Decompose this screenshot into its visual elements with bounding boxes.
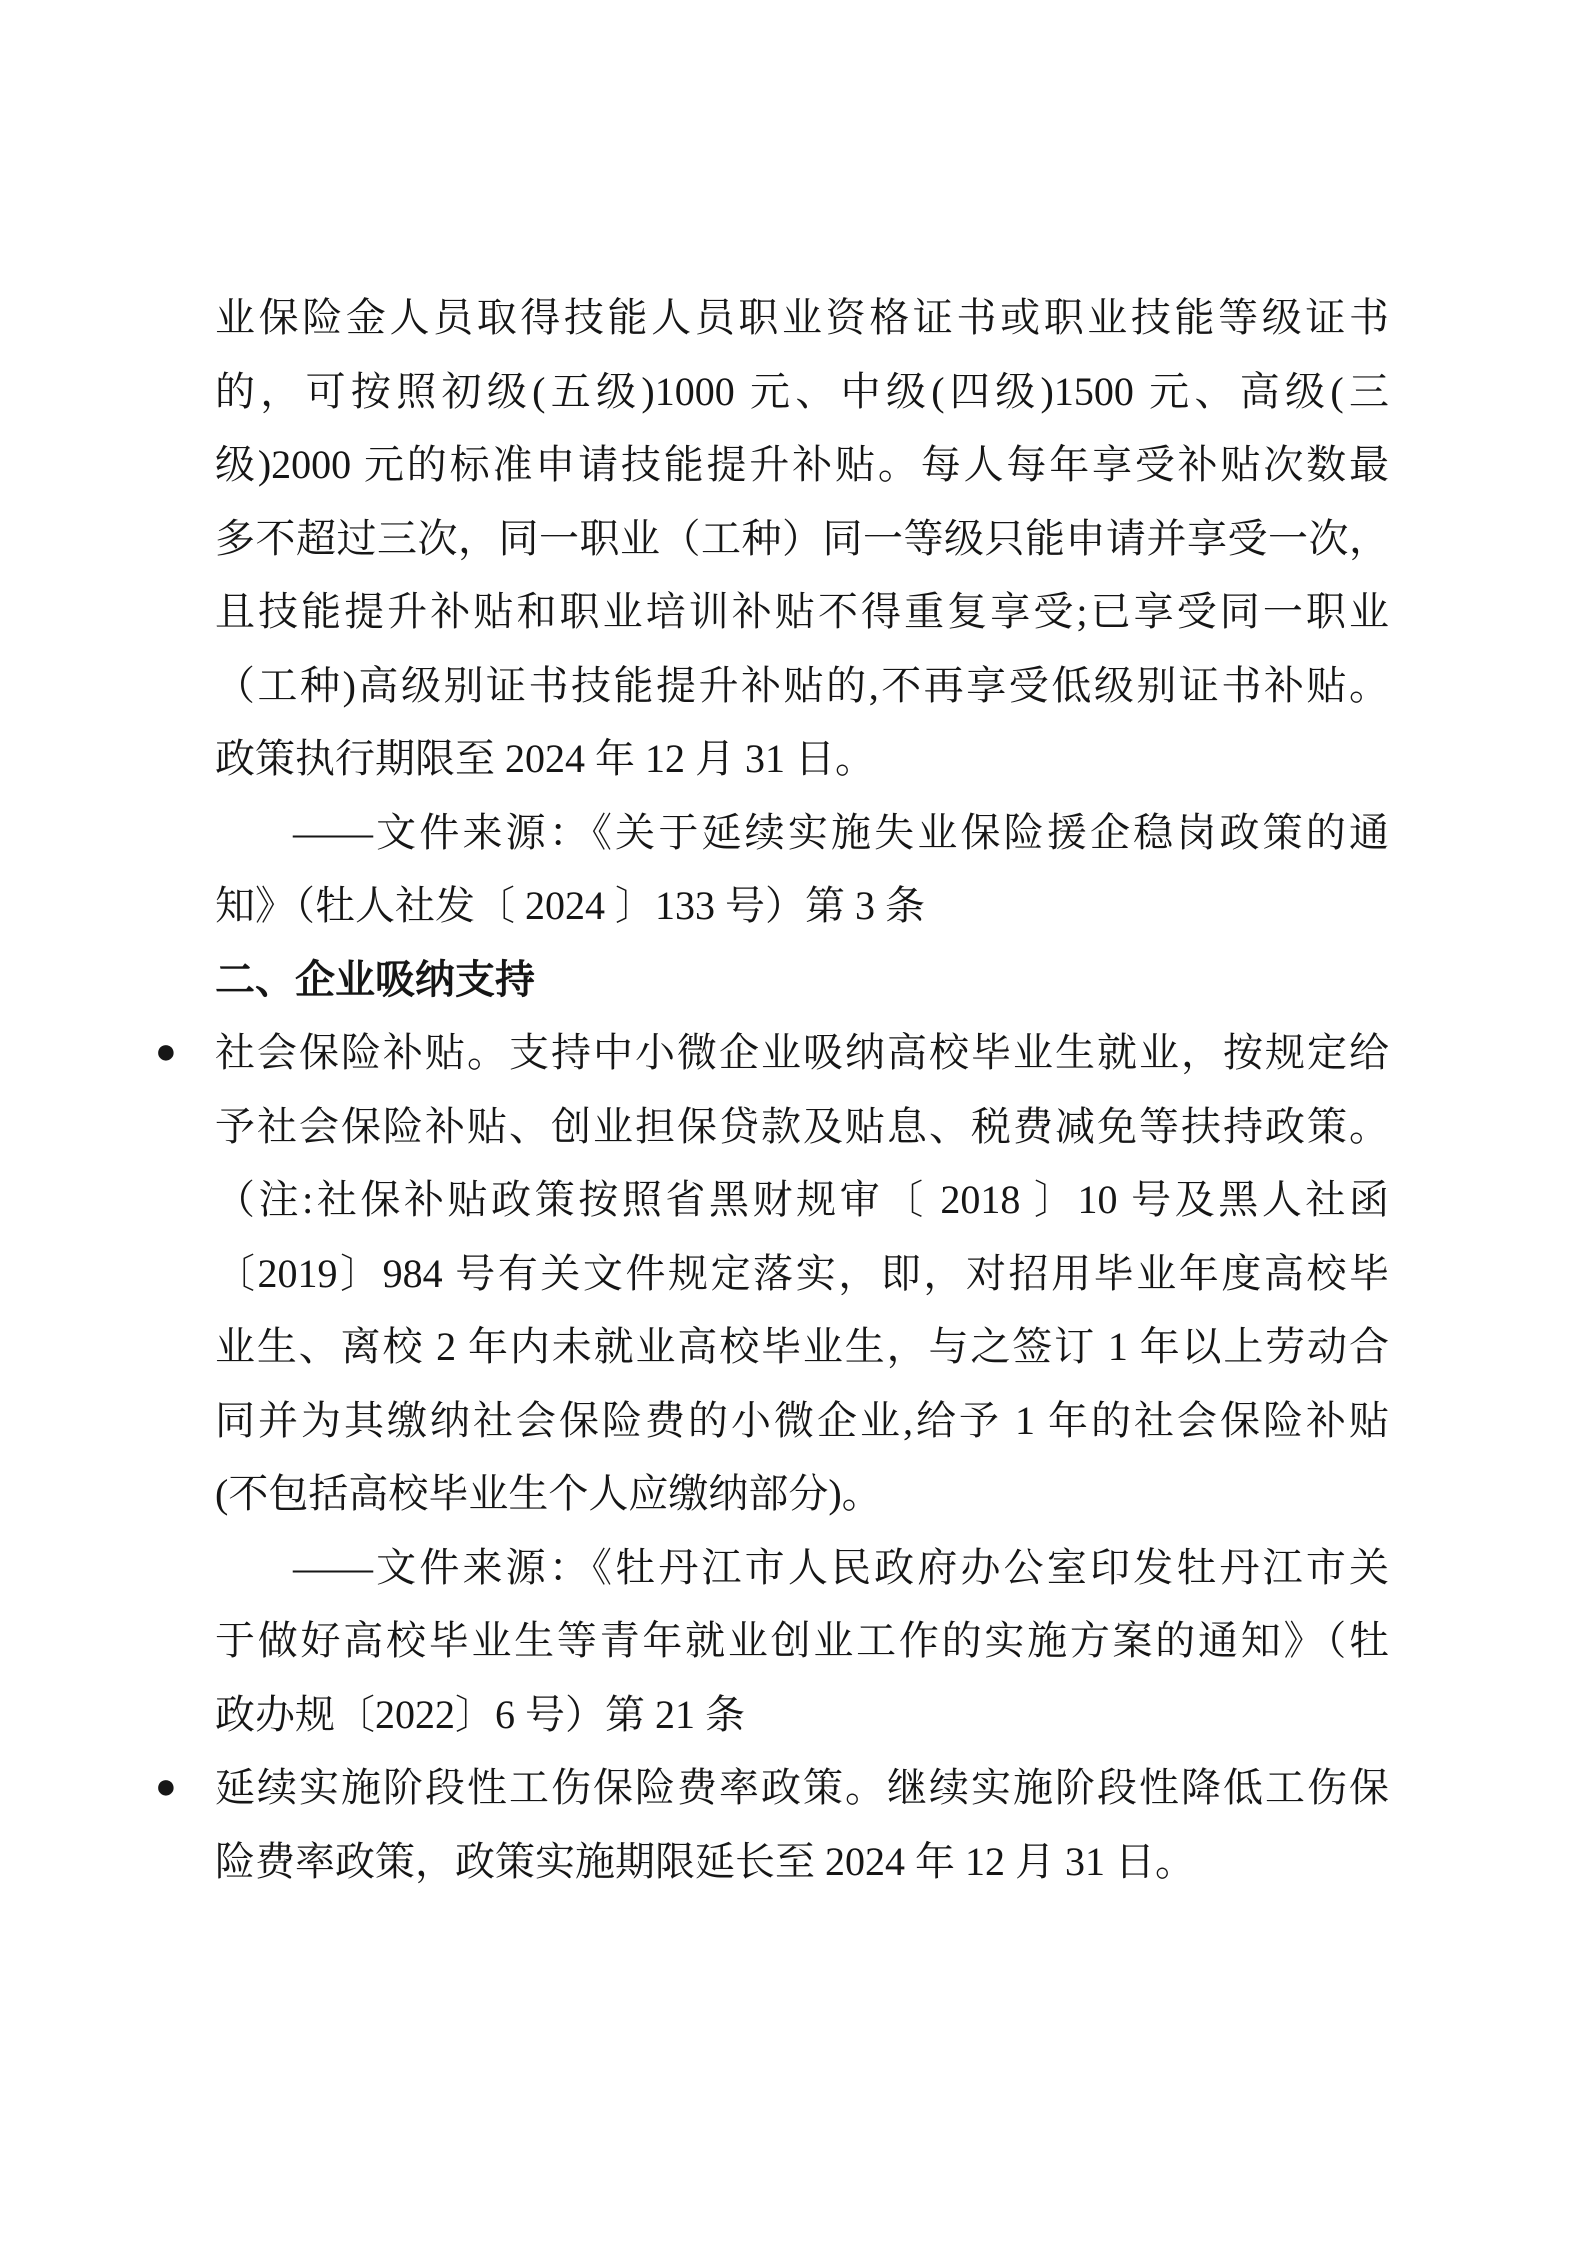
text-line: ——文件来源：《牡丹江市人民政府办公室印发牡丹江市关	[293, 1544, 1389, 1590]
text-line: 予社会保险补贴、创业担保贷款及贴息、税费减免等扶持政策。	[215, 1103, 1389, 1149]
text-line: （工种)高级别证书技能提升补贴的,不再享受低级别证书补贴。	[215, 662, 1389, 708]
bullet-icon: ●	[155, 1031, 177, 1071]
text-line: 政办规〔2022〕6 号）第 21 条	[215, 1691, 745, 1737]
text-line: 多不超过三次，同一职业（工种）同一等级只能申请并享受一次，	[215, 515, 1389, 561]
text-line: 的，可按照初级(五级)1000 元、中级(四级)1500 元、高级(三	[215, 368, 1389, 414]
text-line: 业保险金人员取得技能人员职业资格证书或职业技能等级证书	[215, 295, 1389, 340]
text-line: ——文件来源：《关于延续实施失业保险援企稳岗政策的通	[293, 809, 1389, 855]
text-line: （注:社保补贴政策按照省黑财规审〔 2018 〕10 号及黑人社函	[215, 1177, 1389, 1222]
text-line: 于做好高校毕业生等青年就业创业工作的实施方案的通知》（牡	[215, 1618, 1389, 1663]
bullet-icon: ●	[155, 1766, 177, 1806]
text-line: 延续实施阶段性工伤保险费率政策。继续实施阶段性降低工伤保	[215, 1765, 1389, 1810]
text-line: (不包括高校毕业生个人应缴纳部分)。	[215, 1471, 882, 1516]
paragraph-source-citation-2	[215, 1531, 1389, 1752]
section-heading: 二、企业吸纳支持	[215, 956, 535, 1002]
paragraph-bullet-social-insurance	[155, 1016, 1389, 1531]
text-line: 社会保险补贴。支持中小微企业吸纳高校毕业生就业，按规定给	[215, 1030, 1389, 1075]
text-line: 政策执行期限至 2024 年 12 月 31 日。	[215, 736, 875, 781]
paragraph-bullet-injury-insurance	[155, 1751, 1389, 1898]
text-line: 级)2000 元的标准申请技能提升补贴。每人每年享受补贴次数最	[215, 442, 1389, 487]
paragraph-skill-subsidy-continuation	[215, 281, 1389, 796]
text-line: 且技能提升补贴和职业培训补贴不得重复享受;已享受同一职业	[215, 589, 1389, 634]
paragraph-source-citation-1	[215, 796, 1389, 943]
text-line: 险费率政策，政策实施期限延长至 2024 年 12 月 31 日。	[215, 1838, 1195, 1884]
text-block	[155, 281, 1389, 1898]
text-line: 〔2019〕984 号有关文件规定落实，即，对招用毕业年度高校毕	[215, 1250, 1389, 1296]
text-line: 业生、离校 2 年内未就业高校毕业生，与之签订 1 年以上劳动合	[215, 1324, 1389, 1369]
text-line: 知》（牡人社发〔 2024 〕133 号）第 3 条	[215, 883, 925, 928]
text-line: 同并为其缴纳社会保险费的小微企业,给予 1 年的社会保险补贴	[215, 1397, 1389, 1443]
